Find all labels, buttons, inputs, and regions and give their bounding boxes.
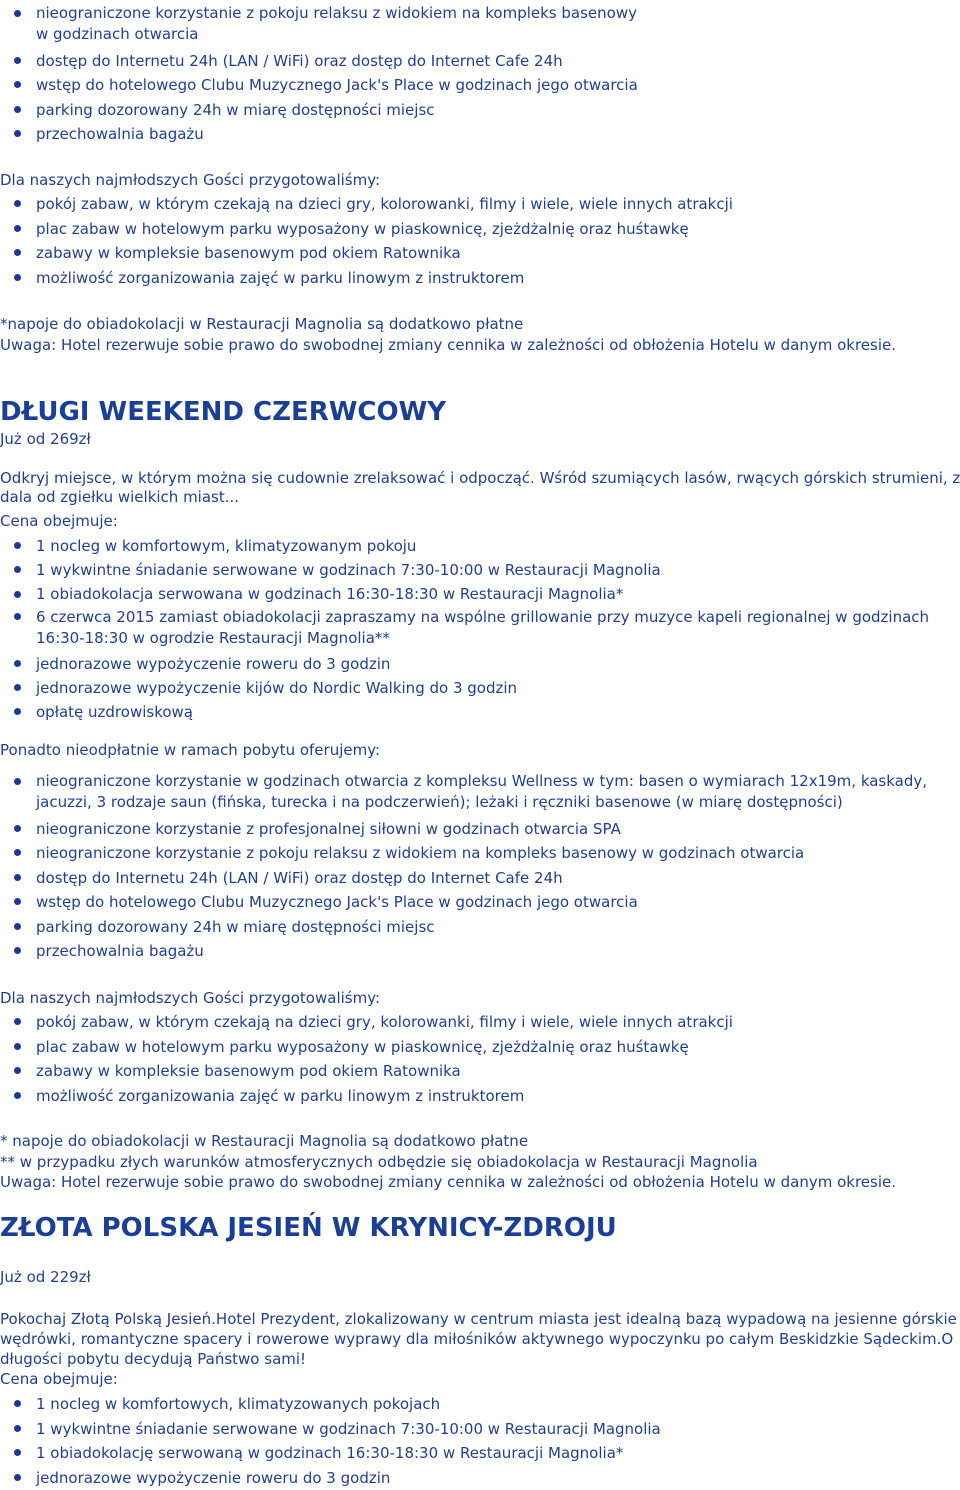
list-item-text: plac zabaw w hotelowym parku wyposażony w piaskownicę, zjeżdżalnię oraz huśtawkę bbox=[36, 1037, 689, 1056]
list-item bbox=[0, 607, 960, 649]
list-item bbox=[0, 1084, 960, 1109]
list-item-text: 1 wykwintne śniadanie serwowane w godzinach 7:30-10:00 w Restauracji Magnolia bbox=[36, 561, 661, 580]
list-item-text: dostęp do Internetu 24h (LAN / WiFi) oraz dostęp do Internet Cafe 24h bbox=[36, 868, 563, 887]
bullet-icon bbox=[14, 874, 21, 881]
list-item bbox=[0, 866, 960, 891]
list-item bbox=[0, 98, 960, 123]
list-item-text: 1 obiadokolacja serwowana w godzinach 16:30-18:30 w Restauracji Magnolia* bbox=[36, 585, 624, 604]
kids-list bbox=[0, 192, 960, 290]
bullet-icon bbox=[14, 57, 21, 64]
bullet-icon bbox=[14, 566, 21, 573]
bullet-icon bbox=[14, 81, 21, 88]
list-item bbox=[0, 1392, 960, 1417]
list-item bbox=[0, 73, 960, 98]
list-item-text: 1 wykwintne śniadanie serwowane w godzinach 7:30-10:00 w Restauracji Magnolia bbox=[36, 1419, 661, 1438]
bullet-icon bbox=[14, 1474, 21, 1481]
bullet-icon bbox=[14, 1400, 21, 1407]
list-item bbox=[0, 217, 960, 242]
list-item-text: możliwość zorganizowania zajęć w parku linowym z instruktorem bbox=[36, 268, 525, 287]
list-item-text: jednorazowe wypożyczenie roweru do 3 godzin bbox=[36, 1468, 391, 1487]
list-item-text: jednorazowe wypożyczenie roweru do 3 godzin bbox=[36, 654, 391, 673]
list-item bbox=[0, 49, 960, 74]
bullet-icon bbox=[14, 898, 21, 905]
intro-line: długości pobytu decydują Państwo sami! bbox=[0, 1350, 307, 1368]
bullet-icon bbox=[14, 947, 21, 954]
bullet-icon bbox=[14, 542, 21, 549]
bullet-icon bbox=[14, 1067, 21, 1074]
list-item bbox=[0, 122, 960, 147]
list-item bbox=[0, 771, 960, 813]
list-item bbox=[0, 582, 960, 606]
bullet-icon bbox=[14, 591, 21, 598]
bullet-icon bbox=[14, 708, 21, 715]
offer-price: Już od 229zł bbox=[0, 1268, 91, 1286]
bullet-icon bbox=[14, 225, 21, 232]
list-item-text: dostęp do Internetu 24h (LAN / WiFi) oraz dostęp do Internet Cafe 24h bbox=[36, 51, 563, 70]
note-pricing: Uwaga: Hotel rezerwuje sobie prawo do swobodnej zmiany cennika w zależności od obłożenia Hotelu w danym okresie. bbox=[0, 1173, 897, 1191]
bullet-icon bbox=[14, 1425, 21, 1432]
list-item bbox=[0, 652, 960, 676]
list-item-text: pokój zabaw, w którym czekają na dzieci gry, kolorowanki, filmy i wiele, wiele innych atrakcji bbox=[36, 1013, 733, 1031]
kids-list bbox=[0, 1010, 960, 1108]
offer-price: Już od 269zł bbox=[0, 430, 91, 448]
offer-intro bbox=[0, 1309, 960, 1369]
list-item bbox=[0, 890, 960, 915]
bullet-icon bbox=[14, 106, 21, 113]
list-item-text: możliwość zorganizowania zajęć w parku linowym z instruktorem bbox=[36, 1086, 525, 1105]
extras-list bbox=[0, 771, 960, 964]
note-weather: ** w przypadku złych warunków atmosferycznych odbędzie się obiadokolacja w Restauracji Magnolia bbox=[0, 1153, 758, 1171]
list-item-text: w godzinach otwarcia bbox=[36, 25, 199, 43]
list-item-text: jednorazowe wypożyczenie kijów do Nordic Walking do 3 godzin bbox=[36, 679, 518, 697]
amenities-list bbox=[0, 3, 960, 147]
list-item-text: 1 nocleg w komfortowych, klimatyzowanych pokojach bbox=[36, 1395, 441, 1413]
intro-line: Odkryj miejsce, w którym można się cudownie zrelaksować i odpocząć. Wśród szumiących lasów, rwących górskich strumieni, z bbox=[0, 469, 960, 487]
price-includes-list bbox=[0, 534, 960, 724]
bullet-icon bbox=[14, 1018, 21, 1025]
list-item-text: pokój zabaw, w którym czekają na dzieci gry, kolorowanki, filmy i wiele, wiele innych atrakcji bbox=[36, 195, 733, 213]
note-drinks: *napoje do obiadokolacji w Restauracji Magnolia są dodatkowo płatne bbox=[0, 315, 524, 333]
list-item-text: parking dozorowany 24h w miarę dostępności miejsc bbox=[36, 917, 435, 936]
list-item-text: jacuzzi, 3 rodzaje saun (fińska, turecka i na podczerwień); leżaki i ręczniki basenowe (w miarę dostępności) bbox=[36, 793, 843, 811]
list-item-text: zabawy w kompleksie basenowym pod okiem Ratownika bbox=[36, 1062, 461, 1080]
bullet-icon bbox=[14, 825, 21, 832]
intro-line: dala od zgiełku wielkich miast... bbox=[0, 488, 240, 506]
list-item bbox=[0, 534, 960, 558]
list-item-text: nieograniczone korzystanie w godzinach otwarcia z kompleksu Wellness w tym: basen o wymiarach 12x19m, kaskady, bbox=[36, 772, 928, 790]
list-item bbox=[0, 192, 960, 217]
list-item-text: wstęp do hotelowego Clubu Muzycznego Jack's Place w godzinach jego otwarcia bbox=[36, 76, 638, 94]
list-item bbox=[0, 1417, 960, 1442]
bullet-icon bbox=[14, 274, 21, 281]
price-includes-list bbox=[0, 1392, 960, 1490]
note-drinks: * napoje do obiadokolacji w Restauracji Magnolia są dodatkowo płatne bbox=[0, 1132, 529, 1150]
list-item bbox=[0, 1466, 960, 1490]
offer-title: ZŁOTA POLSKA JESIEŃ W KRYNICY-ZDROJU bbox=[0, 1213, 617, 1243]
note-pricing: Uwaga: Hotel rezerwuje sobie prawo do swobodnej zmiany cennika w zależności od obłożenia Hotelu w danym okresie. bbox=[0, 336, 897, 354]
list-item bbox=[0, 676, 960, 700]
list-item bbox=[0, 241, 960, 266]
offer-title: DŁUGI WEEKEND CZERWCOWY bbox=[0, 397, 447, 427]
list-item bbox=[0, 915, 960, 940]
list-item-text: parking dozorowany 24h w miarę dostępności miejsc bbox=[36, 100, 435, 119]
list-item-text: wstęp do hotelowego Clubu Muzycznego Jack's Place w godzinach jego otwarcia bbox=[36, 893, 638, 911]
list-item bbox=[0, 558, 960, 582]
bullet-icon bbox=[14, 613, 21, 620]
price-includes-label: Cena obejmuje: bbox=[0, 512, 118, 530]
list-item-text: nieograniczone korzystanie z profesjonalnej siłowni w godzinach otwarcia SPA bbox=[36, 819, 621, 838]
intro-line: Pokochaj Złotą Polską Jesień.Hotel Prezydent, zlokalizowany w centrum miasta jest idealną bazą wypadową na jesienne górskie bbox=[0, 1310, 957, 1328]
list-item-text: 1 obiadokolację serwowaną w godzinach 16:30-18:30 w Restauracji Magnolia* bbox=[36, 1444, 624, 1462]
list-item bbox=[0, 1441, 960, 1466]
kids-heading: Dla naszych najmłodszych Gości przygotowaliśmy: bbox=[0, 989, 381, 1007]
bullet-icon bbox=[14, 660, 21, 667]
list-item bbox=[0, 1035, 960, 1060]
list-item-text: nieograniczone korzystanie z pokoju relaksu z widokiem na kompleks basenowy bbox=[36, 4, 637, 22]
bullet-icon bbox=[14, 1043, 21, 1050]
list-item-text: przechowalnia bagażu bbox=[36, 942, 204, 960]
list-item-text: opłatę uzdrowiskową bbox=[36, 703, 193, 722]
bullet-icon bbox=[14, 130, 21, 137]
list-item-text: 1 nocleg w komfortowym, klimatyzowanym pokoju bbox=[36, 537, 417, 555]
bullet-icon bbox=[14, 249, 21, 256]
bullet-icon bbox=[14, 10, 21, 17]
extras-label: Ponadto nieodpłatnie w ramach pobytu oferujemy: bbox=[0, 741, 381, 759]
intro-line: wędrówki, romantyczne spacery i rowerowe wyprawy dla miłośników aktywnego wypoczynku po całym Beskidzkie Sądeckim.O bbox=[0, 1330, 954, 1348]
bullet-icon bbox=[14, 923, 21, 930]
list-item-text: nieograniczone korzystanie z pokoju relaksu z widokiem na kompleks basenowy w godzinach otwarcia bbox=[36, 844, 805, 862]
bullet-icon bbox=[14, 1092, 21, 1099]
offer-intro bbox=[0, 469, 960, 507]
price-includes-label: Cena obejmuje: bbox=[0, 1370, 118, 1388]
list-item bbox=[0, 3, 960, 45]
list-item-text: przechowalnia bagażu bbox=[36, 125, 204, 143]
bullet-icon bbox=[14, 200, 21, 207]
list-item bbox=[0, 1059, 960, 1084]
list-item-text: 16:30-18:30 w ogrodzie Restauracji Magnolia** bbox=[36, 628, 390, 647]
list-item-text: zabawy w kompleksie basenowym pod okiem Ratownika bbox=[36, 244, 461, 262]
list-item-text: plac zabaw w hotelowym parku wyposażony w piaskownicę, zjeżdżalnię oraz huśtawkę bbox=[36, 219, 689, 238]
list-item-text: 6 czerwca 2015 zamiast obiadokolacji zapraszamy na wspólne grillowanie przy muzyce kapeli regionalnej w godzinach bbox=[36, 607, 930, 626]
bullet-icon bbox=[14, 778, 21, 785]
bullet-icon bbox=[14, 684, 21, 691]
list-item bbox=[0, 817, 960, 842]
list-item bbox=[0, 266, 960, 291]
bullet-icon bbox=[14, 1449, 21, 1456]
list-item bbox=[0, 700, 960, 724]
list-item bbox=[0, 1010, 960, 1035]
bullet-icon bbox=[14, 849, 21, 856]
kids-heading: Dla naszych najmłodszych Gości przygotowaliśmy: bbox=[0, 171, 381, 189]
list-item bbox=[0, 939, 960, 964]
list-item bbox=[0, 841, 960, 866]
